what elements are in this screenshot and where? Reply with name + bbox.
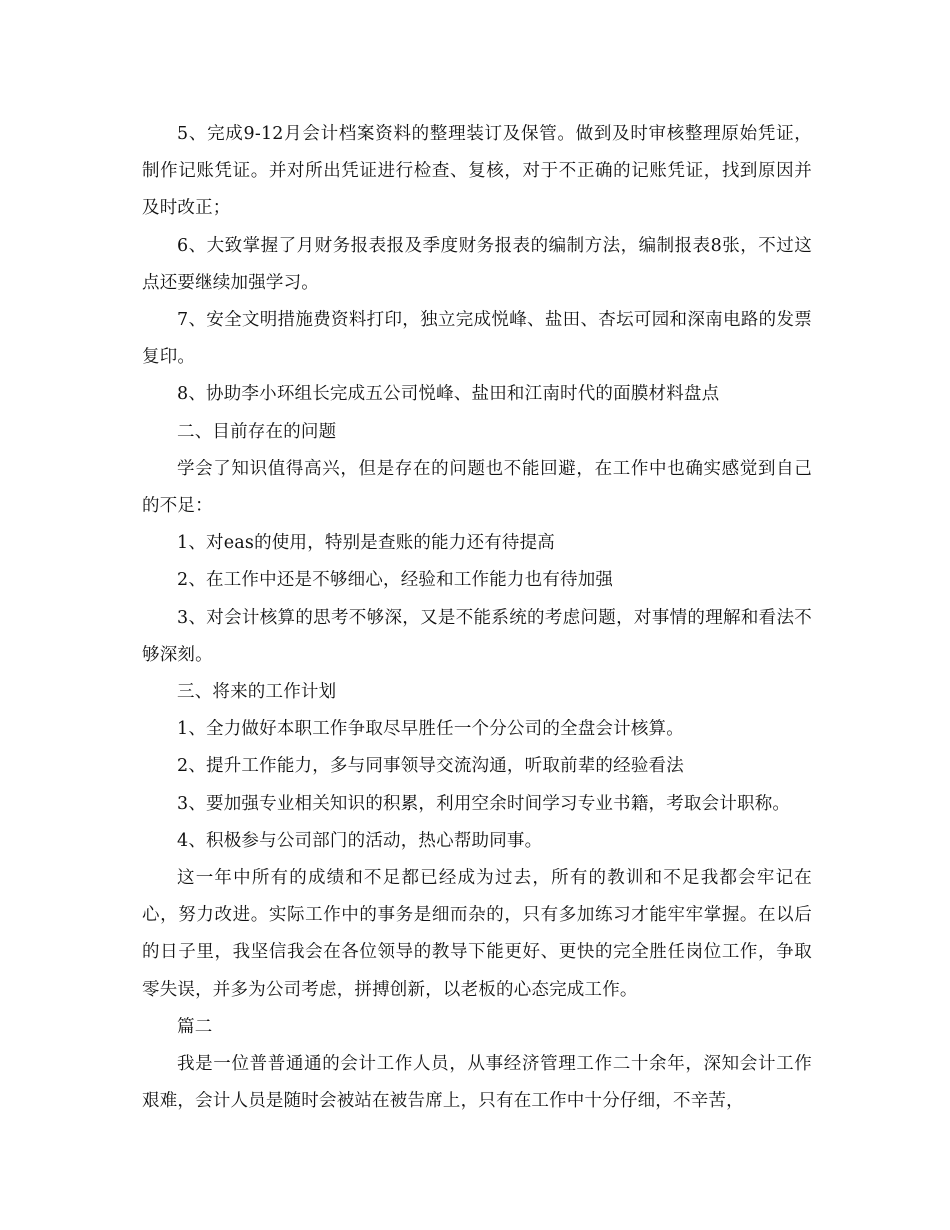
section-heading-part-two: 篇二 (177, 1016, 213, 1037)
problem-item-3: 3、对会计核算的思考不够深，又是不能系统的考虑问题，对事情的理解和看法不够深刻。 (142, 607, 812, 665)
paragraph-conclusion: 这一年中所有的成绩和不足都已经成为过去，所有的教训和不足我都会牢记在心，努力改进。实际工作中的事务是细而杂的，只有多加练习才能牢牢掌握。在以后的日子里，我坚信我会在各位领导的教导下能更好、更快的完全胜任岗位工作，争取零失误，并多为公司考虑，拼搏创新，以老板的心态完成工作。 (142, 868, 812, 1000)
paragraph-item-8-inventory: 8、协助李小环组长完成五公司悦峰、盐田和江南时代的面膜材料盘点 (177, 384, 720, 405)
problem-item-1: 1、对eas的使用，特别是查账的能力还有待提高 (177, 533, 556, 554)
document-body (142, 116, 812, 1120)
paragraph-problems-intro: 学会了知识值得高兴，但是存在的问题也不能回避，在工作中也确实感觉到自己的不足： (142, 458, 812, 517)
section-heading-problems: 二、目前存在的问题 (177, 421, 337, 442)
plan-item-3: 3、要加强专业相关知识的积累，利用空余时间学习专业书籍，考取会计职称。 (177, 793, 791, 814)
paragraph-part-two-intro: 我是一位普普通通的会计工作人员，从事经济管理工作二十余年，深知会计工作艰难，会计人员是随时会被站在被告席上，只有在工作中十分仔细，不辛苦， (142, 1054, 812, 1112)
paragraph-item-7-printing: 7、安全文明措施费资料打印，独立完成悦峰、盐田、杏坛可园和深南电路的发票复印。 (142, 310, 812, 368)
plan-item-4: 4、积极参与公司部门的活动，热心帮助同事。 (177, 830, 543, 851)
paragraph-item-6-reports: 6、大致掌握了月财务报表报及季度财务报表的编制方法，编制报表8张，不过这点还要继续加强学习。 (142, 235, 812, 293)
problem-item-2: 2、在工作中还是不够细心，经验和工作能力也有待加强 (177, 570, 614, 591)
section-heading-plan: 三、将来的工作计划 (177, 682, 337, 703)
paragraph-item-5-archive: 5、完成9-12月会计档案资料的整理装订及保管。做到及时审核整理原始凭证，制作记账凭证。并对所出凭证进行检查、复核，对于不正确的记账凭证，找到原因并及时改正； (142, 124, 812, 219)
plan-item-1: 1、全力做好本职工作争取尽早胜任一个分公司的全盘会计核算。 (177, 719, 684, 740)
plan-item-2: 2、提升工作能力，多与同事领导交流沟通，听取前辈的经验看法 (177, 756, 684, 777)
